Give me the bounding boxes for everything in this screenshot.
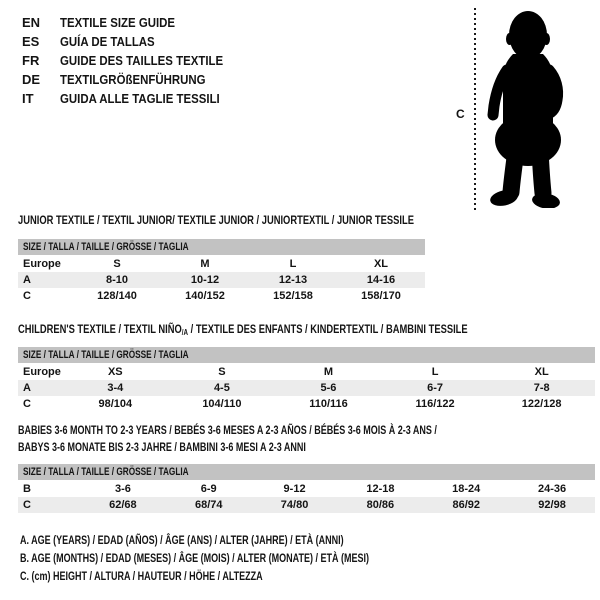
size-cell: XL: [373, 258, 389, 270]
size-cell: 18-24: [452, 483, 481, 495]
size-cell: 4-5: [213, 382, 230, 394]
language-code: IT: [22, 91, 34, 106]
size-cell: 104/110: [202, 398, 242, 410]
size-cell: 158/170: [361, 290, 401, 302]
row-label: A: [23, 382, 31, 394]
size-cell: 14-16: [366, 274, 396, 286]
table-row: [18, 497, 595, 513]
table-row: [18, 288, 425, 304]
size-cell: L: [289, 258, 297, 270]
size-cell: 140/152: [185, 290, 225, 302]
size-cell: 6-9: [200, 483, 217, 495]
size-cell: 128/140: [97, 290, 137, 302]
size-cell: 12-18: [366, 483, 395, 495]
table-row: [18, 396, 595, 412]
size-cell: 5-6: [320, 382, 337, 394]
size-header-bar: SIZE / TALLA / TAILLE / GRÖSSE / TAGLIA: [18, 239, 425, 255]
size-cell: M: [323, 366, 334, 378]
row-label: C: [23, 290, 31, 302]
row-label: C: [23, 398, 31, 410]
size-cell: 80/86: [366, 499, 395, 511]
language-list: [22, 13, 245, 108]
language-title: GUÍA DE TALLAS: [60, 34, 155, 49]
size-cell: 3-4: [107, 382, 124, 394]
size-header-bar: SIZE / TALLA / TAILLE / GRÖSSE / TAGLIA: [18, 347, 595, 363]
size-cell: 74/80: [280, 499, 309, 511]
note-line-c: C. (cm) HEIGHT / ALTURA / HAUTEUR / HÖHE / ALTEZZA: [20, 569, 263, 583]
babies-table: [18, 464, 595, 513]
size-cell: 3-6: [114, 483, 131, 495]
language-title: TEXTILE SIZE GUIDE: [60, 15, 176, 30]
size-cell: 62/68: [109, 499, 137, 511]
table-row: [18, 272, 425, 288]
size-cell: 152/158: [273, 290, 313, 302]
language-title: GUIDE DES TAILLES TEXTILE: [60, 53, 224, 68]
babies-table-title: BABIES 3-6 MONTH TO 2-3 YEARS / BEBÉS 3-6 MESES A 2-3 AÑOS / BÉBÉS 3-6 MOIS À 2-3 ANS / BABYS 3-6 MONATE BIS 2-3 JAHRE / BAMBINI 3-6 MESI A 2-3 ANNI: [18, 423, 437, 454]
size-cell: 98/104: [98, 398, 133, 410]
junior-table: [18, 239, 425, 304]
children-table: [18, 347, 595, 412]
size-cell: 24-36: [537, 483, 567, 495]
size-cell: 10-12: [190, 274, 220, 286]
junior-table-title: JUNIOR TEXTILE / TEXTIL JUNIOR/ TEXTILE JUNIOR / JUNIORTEXTIL / JUNIOR TESSILE: [18, 213, 414, 227]
size-cell: 116/122: [415, 398, 455, 410]
note-line-b: B. AGE (MONTHS) / EDAD (MESES) / ÂGE (MOIS) / ALTER (MONATE) / ETÀ (MESI): [20, 551, 369, 565]
row-label: C: [23, 499, 31, 511]
size-cell: 9-12: [283, 483, 306, 495]
note-line-a: A. AGE (YEARS) / EDAD (AÑOS) / ÂGE (ANS) / ALTER (JAHRE) / ETÀ (ANNI): [20, 533, 344, 547]
language-title: TEXTILGRÖßENFÜHRUNG: [60, 72, 206, 87]
subscript-a: /A: [181, 328, 189, 337]
table-row: [18, 256, 425, 272]
size-cell: 110/116: [309, 398, 348, 410]
row-label: A: [23, 274, 31, 286]
legend-notes: [20, 531, 485, 585]
size-cell: 68/74: [194, 499, 223, 511]
size-cell: S: [113, 258, 121, 270]
language-code: FR: [22, 53, 40, 68]
height-label-c: C: [456, 107, 465, 121]
height-dotted-line: [474, 8, 476, 210]
children-table-title: CHILDREN'S TEXTILE / TEXTIL NIÑO/A / TEXTILE DES ENFANTS / KINDERTEXTIL / BAMBINI TESSILE: [18, 322, 468, 337]
table-row: [18, 481, 595, 497]
size-cell: XS: [107, 366, 123, 378]
language-row: [22, 70, 245, 89]
baby-silhouette-icon: [483, 8, 573, 208]
language-row: [22, 89, 245, 108]
row-label: Europe: [23, 258, 61, 270]
row-label: Europe: [23, 366, 61, 378]
size-cell: 6-7: [427, 382, 444, 394]
size-cell: 122/128: [521, 398, 562, 410]
size-cell: 92/98: [538, 499, 566, 511]
size-cell: 7-8: [533, 382, 550, 394]
language-title: GUIDA ALLE TAGLIE TESSILI: [60, 91, 220, 106]
table-row: [18, 364, 595, 380]
size-cell: S: [218, 366, 226, 378]
size-cell: M: [200, 258, 210, 270]
language-row: [22, 13, 245, 32]
row-label: B: [23, 483, 31, 495]
size-cell: 12-13: [278, 274, 308, 286]
size-cell: XL: [534, 366, 549, 378]
language-row: [22, 51, 245, 70]
language-row: [22, 32, 245, 51]
size-header-bar: SIZE / TALLA / TAILLE / GRÖSSE / TAGLIA: [18, 464, 595, 480]
language-code: EN: [22, 15, 41, 30]
language-code: DE: [22, 72, 41, 87]
language-code: ES: [22, 34, 40, 49]
size-cell: 8-10: [105, 274, 129, 286]
size-cell: 86/92: [452, 499, 480, 511]
table-row: [18, 380, 595, 396]
size-cell: L: [431, 366, 439, 378]
